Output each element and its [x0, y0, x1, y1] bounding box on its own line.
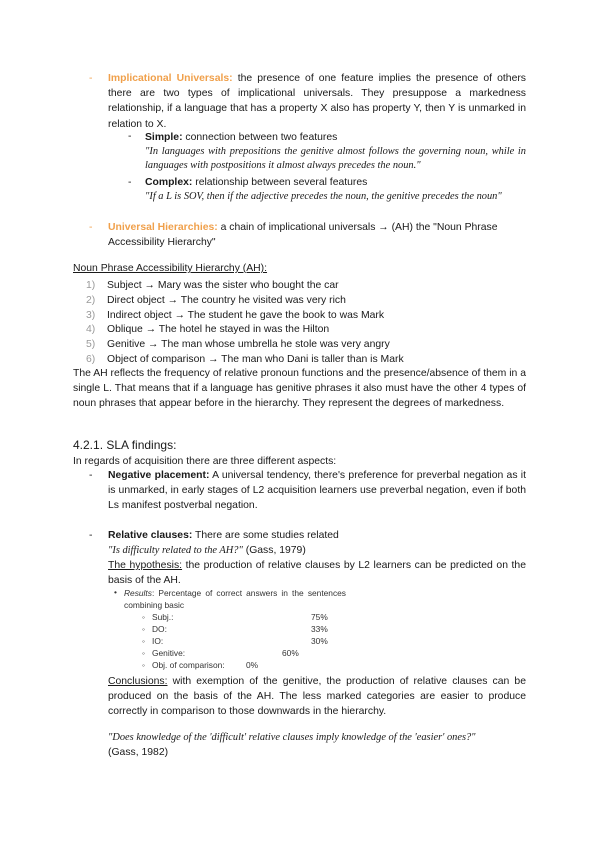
implicational-universals-paragraph [108, 71, 526, 132]
sla-intro: In regards of acquisition there are three different aspects: [73, 456, 337, 467]
complex-quote: "If a L is SOV, then if the adjective precedes the noun, the genitive precedes the noun" [145, 191, 502, 202]
conclusions-text: with exemption of the genitive, the production of relative clauses can be produced on the basis of the AH. The less marked categories are easier to produce correctly in comparison to those downwards in the hierarchy. [108, 676, 526, 718]
results-item: ◦ IO: 30% [142, 636, 328, 646]
bullet-dash: - [128, 131, 132, 142]
results-label: Results [124, 588, 152, 598]
negative-placement-term: Negative placement: [108, 470, 210, 481]
simple-term: Simple: [145, 132, 183, 143]
conclusions-label: Conclusions: [108, 676, 168, 687]
simple-line [145, 130, 535, 145]
results-line [124, 587, 346, 611]
implicational-universals-term: Implicational Universals: [108, 73, 233, 84]
negative-placement-paragraph [108, 468, 526, 514]
bullet-dash-orange: - [89, 222, 93, 233]
relative-clauses-line [108, 528, 526, 543]
hypothesis-paragraph [108, 558, 526, 588]
universal-hierarchies-paragraph [108, 220, 518, 250]
complex-text: relationship between several features [192, 177, 368, 188]
bullet-dash: - [128, 177, 132, 188]
final-quote: "Does knowledge of the 'difficult' relative clauses imply knowledge of the 'easier' ones?" [108, 732, 476, 743]
relative-clauses-text: There are some studies related [192, 530, 339, 541]
ah-paragraph: The AH reflects the frequency of relative pronoun functions and the presence/absence of them in a single L. That means that if a language has genitive phrases it also must have the other 4 types of noun phrases that appear before in the hierarchy. They represent the degrees of markedness. [73, 368, 526, 410]
simple-quote: "In languages with prepositions the genitive almost follows the governing noun, while in languages with postpositions it almost always precedes the noun." [145, 146, 526, 171]
universal-hierarchies-text: a chain of implicational universals → (AH) the "Noun Phrase Accessibility Hierarchy" [108, 222, 498, 249]
results-item: ◦ Obj. of comparison: 0% [142, 660, 259, 670]
ah-list-item: 6) Object of comparison → The man who Dani is taller than is Mark [86, 353, 404, 365]
ah-list [86, 278, 536, 367]
final-cite: (Gass, 1982) [108, 747, 169, 758]
relative-clauses-quote-line [108, 543, 526, 558]
ah-list-item: 2) Direct object → The country he visited was very rich [86, 294, 346, 306]
negative-placement-text: A universal tendency, there's preference for preverbal negation as it is unmarked, in early stages of L2 acquisition learners use preverbal negation, even if both Ls manifest postverbal negation. [108, 470, 526, 512]
complex-term: Complex: [145, 177, 193, 188]
ah-heading: Noun Phrase Accessibility Hierarchy (AH): [73, 263, 268, 274]
bullet-dash: - [89, 530, 93, 541]
results-item: ◦ Subj.: 75% [142, 612, 328, 622]
bullet-dash-orange: - [89, 73, 93, 84]
hypothesis-label: The hypothesis: [108, 560, 183, 571]
results-text: : Percentage of correct answers in the sentences combining basic [124, 588, 346, 610]
relative-clauses-cite: (Gass, 1979) [242, 545, 306, 556]
section-heading: 4.2.1. SLA findings: [73, 438, 177, 452]
bullet-dash: - [89, 470, 93, 481]
ah-list-item: 5) Genitive → The man whose umbrella he stole was very angry [86, 339, 390, 351]
conclusions-paragraph [108, 674, 526, 720]
universal-hierarchies-term: Universal Hierarchies: [108, 222, 218, 233]
results-item: ◦ Genitive: 60% [142, 648, 299, 658]
results-list [142, 612, 362, 672]
hypothesis-text: the production of relative clauses by L2 learners can be predicted on the basis of the AH. [108, 560, 526, 587]
relative-clauses-term: Relative clauses: [108, 530, 193, 541]
implicational-universals-text: the presence of one feature implies the presence of others there are two types of implicational universals. They presuppose a markedness relationship, if a language that has a property X also has property Y, then Y is unmarked in relation to X. [108, 73, 527, 130]
simple-text: connection between two features [182, 132, 338, 143]
results-bullet: • [114, 587, 117, 597]
complex-line [145, 175, 535, 190]
ah-list-item: 3) Indirect object → The student he gave the book to was Mark [86, 309, 385, 321]
relative-clauses-quote: "Is difficulty related to the AH?" [108, 545, 243, 556]
ah-list-item: 1) Subject → Mary was the sister who bought the car [86, 280, 339, 291]
ah-list-item: 4) Oblique → The hotel he stayed in was the Hilton [86, 324, 330, 336]
results-item: ◦ DO: 33% [142, 624, 328, 634]
